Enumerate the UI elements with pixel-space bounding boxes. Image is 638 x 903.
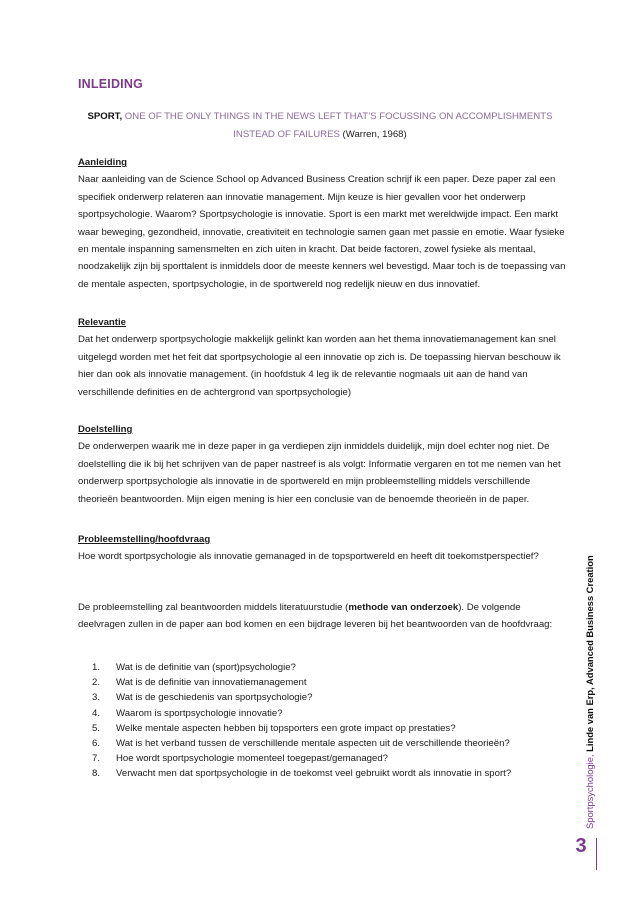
quote-line-1: ONE OF THE ONLY THINGS IN THE NEWS LEFT THAT’S FOCUSSING ON ACCOMPLISHMENTS (122, 111, 553, 122)
list-item-number: 7. (92, 753, 101, 765)
relevantie-text: Dat het onderwerp sportpsychologie makkelijk gelinkt kan worden aan het thema innovatiemanagement kan snel uitgelegd worden met het feit dat sportpsychologie al een innovatie op zich is. De toepassing hiervan beschouw ik hier dan ook als innovatie management. (in hoofdstuk 4 leg ik de relevantie nogmaals uit aan de hand van verschillende definities en de achtergrond van sportpsychologie) (78, 334, 561, 398)
list-item-number: 6. (92, 738, 101, 750)
methode-text-bold: methode van onderzoek (348, 602, 459, 613)
section-aanleiding (78, 154, 570, 293)
section-methode (78, 599, 570, 634)
methode-text-before: De probleemstelling zal beantwoorden middels literatuurstudie ( (78, 602, 349, 613)
subquestions-list (92, 660, 562, 782)
quote-citation: (Warren, 1968) (339, 129, 407, 140)
probleemstelling-text: Hoe wordt sportpsychologie als innovatie gemanaged in de topsportwereld en heeft dit toekomstperspectief? (78, 551, 539, 563)
list-item-text: Wat is de definitie van innovatiemanagement (116, 677, 307, 689)
aanleiding-title: Aanleiding (78, 157, 128, 168)
list-item-number: 8. (92, 768, 101, 780)
doelstelling-text: De onderwerpen waarik me in deze paper in ga verdiepen zijn inmiddels duidelijk, mijn doel echter nog niet. De doelstelling die ik bij het schrijven van de paper nastreef is als volgt: Informatie vergaren en tot me nemen van het onderwerp sportpsychologie als innovatie in de sportwereld en mijn probleemstelling middels verschillende theorieën beantwoorden. Mijn eigen mening is hier een conclusie van de benoemde theorieën in de paper. (78, 441, 561, 505)
list-item-number: 1. (92, 662, 101, 673)
relevantie-title: Relevantie (78, 317, 126, 328)
list-item (92, 721, 562, 736)
list-item-text: Hoe wordt sportpsychologie momenteel toegepast/gemanaged? (116, 753, 388, 765)
list-item-text: Welke mentale aspecten hebben bij topsporters een grote impact op prestaties? (116, 722, 456, 734)
list-item-text: Wat is de definitie van (sport)psychologie? (116, 662, 296, 673)
quote-lead: SPORT, (87, 111, 123, 122)
list-item-number: 2. (92, 677, 101, 689)
vertical-running-footer (584, 555, 595, 829)
probleemstelling-title: Probleemstelling/hoofdvraag (78, 534, 211, 545)
side-author: Linde van Erp, Advanced Business Creation (584, 555, 595, 755)
list-item-number: 3. (92, 692, 101, 704)
methode-paragraph (78, 599, 570, 634)
list-item (92, 660, 562, 675)
page-number: 3 (575, 835, 587, 857)
list-item-number: 5. (92, 722, 101, 734)
list-item-text: Verwacht men dat sportpsychologie in de toekomst veel gebruikt wordt als innovatie in sport? (116, 768, 512, 780)
list-item (92, 751, 562, 766)
list-item (92, 736, 562, 751)
doelstelling-title: Doelstelling (78, 424, 133, 435)
quote-line-2: INSTEAD OF FAILURES (233, 129, 340, 140)
section-probleemstelling (78, 531, 570, 566)
list-item (92, 766, 562, 781)
side-topic: Sportpsychologie, (584, 754, 595, 829)
list-item-text: Waarom is sportpsychologie innovatie? (116, 707, 283, 719)
list-item-text: Wat is het verband tussen de verschillende mentale aspecten uit de verschillende theorieën? (116, 738, 510, 750)
section-relevantie (78, 314, 570, 401)
list-item-number: 4. (92, 707, 101, 719)
epigraph-quote (70, 108, 570, 144)
methode-text-after: ). De volgende deelvragen zullen in de paper aan bod komen en een bijdrage leveren bij het beantwoorden van de hoofdvraag: (78, 602, 553, 631)
list-item (92, 675, 562, 690)
list-item-text: Wat is de geschiedenis van sportpsychologie? (116, 692, 313, 704)
aanleiding-text: Naar aanleiding van de Science School op Advanced Business Creation schrijf ik een paper. Deze paper zal een specifiek onderwerp relateren aan innovatie management. Mijn keuze is hier gevallen voor het onderwerp sportpsychologie. Waarom? Sportpsychologie is innovatie. Sport is een markt met wereldwijde impact. Een markt waar beweging, gezondheid, innovatie, creativiteit en technologie samen gaan met passie en emotie. Waar fysieke en mentale inspanning samensmelten en zich uiten in kracht. Dat beide factoren, zowel fysieke als mentaal, noodzakelijk zijn bij sporttalent is inmiddels door de meeste kenners wel bevestigd. Maar toch is de toepassing van de mentale aspecten, sportpsychologie, in de sportwereld nog redelijk nieuw en dus innovatief. (78, 174, 566, 290)
footer-divider (596, 838, 597, 870)
section-doelstelling (78, 421, 570, 508)
list-item (92, 690, 562, 705)
section-heading: INLEIDING (78, 77, 143, 91)
list-item (92, 706, 562, 721)
